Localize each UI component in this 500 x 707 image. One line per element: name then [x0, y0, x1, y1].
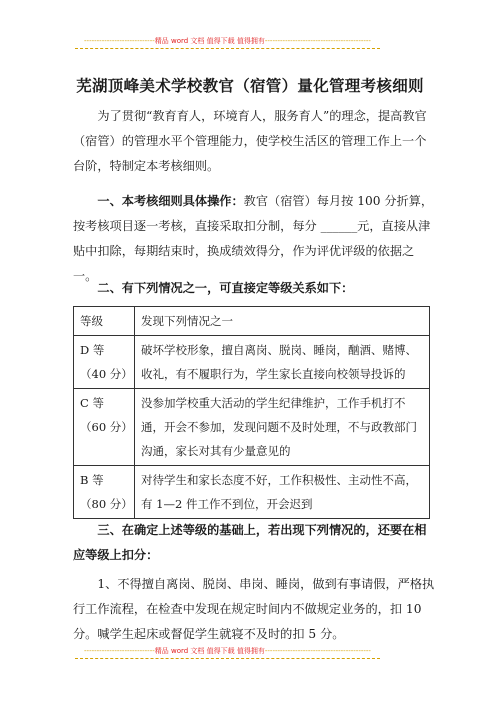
section1-heading: 一、本考核细则具体操作：: [97, 194, 244, 208]
intro-paragraph: 为了贯彻“教育育人，环境育人，服务育人”的理念，提高教官（宿管）的管理水平个管理能力，使学校生活区的管理工作上一个台阶，特制定本考核细则。: [73, 109, 427, 173]
table-header-desc: 发现下列情况之一: [135, 307, 430, 336]
table-cell-desc: 没参加学校重大活动的学生纪律维护，工作手机打不通，开会不参加，发现问题不及时处理，不与政教部门沟通，家长对其有少量意见的: [135, 389, 430, 466]
table-cell-grade: D 等（40 分）: [74, 336, 135, 389]
table-cell-grade: C 等（60 分）: [74, 389, 135, 466]
section3-heading: 三、在确定上述等级的基础上，若出现下列情况的，还要在相应等级上扣分：: [73, 523, 427, 562]
table-cell-desc: 破坏学校形象，擅自离岗、脱岗、睡岗，酗酒、赌博、收礼，有不履职行为，学生家长直接向校领导投诉的: [135, 336, 430, 389]
table-row: [74, 336, 430, 389]
header-banner: [75, 34, 380, 49]
table-header-grade: 等级: [74, 307, 135, 336]
section1-body: 教官（宿管）每月按 100 分折算，按考核项目逐一考核，直接采取扣分制，每分 ______元，直接从津贴中扣除，每期结束时，换成绩效得分，作为评优评级的依据之一。: [73, 194, 434, 283]
table-row: [74, 466, 430, 519]
table-header-row: [74, 307, 430, 336]
banner-dashes-right: ------------------------------------------: [264, 37, 371, 45]
banner-dashes-left: ----------------------------: [84, 37, 155, 45]
grade-table: [73, 306, 430, 519]
banner-text: 精品 word 文档 值得下载 值得拥有: [154, 37, 265, 45]
table-cell-grade: B 等（80 分）: [74, 466, 135, 519]
section2-heading: 二、有下列情况之一，可直接定等级关系如下：: [97, 281, 354, 295]
banner-text: 精品 word 文档 值得下载 值得拥有: [154, 647, 265, 655]
footer-banner: [75, 644, 380, 659]
banner-dashes-right: ------------------------------------------: [264, 647, 371, 655]
table-cell-desc: 对待学生和家长态度不好，工作积极性、主动性不高，有 1—2 件工作不到位，开会迟到: [135, 466, 430, 519]
section1-paragraph: [73, 189, 435, 289]
table-row: [74, 389, 430, 466]
item1-paragraph: 1、不得擅自离岗、脱岗、串岗、睡岗，做到有事请假，严格执行工作流程，在检查中发现在规定时间内不做规定业务的，扣 10 分。喊学生起床或督促学生就寝不及时的扣 5 分。: [73, 577, 435, 641]
document-title: 芜湖顶峰美术学校教官（宿管）量化管理考核细则: [76, 76, 424, 95]
banner-dashes-left: ----------------------------: [84, 647, 155, 655]
